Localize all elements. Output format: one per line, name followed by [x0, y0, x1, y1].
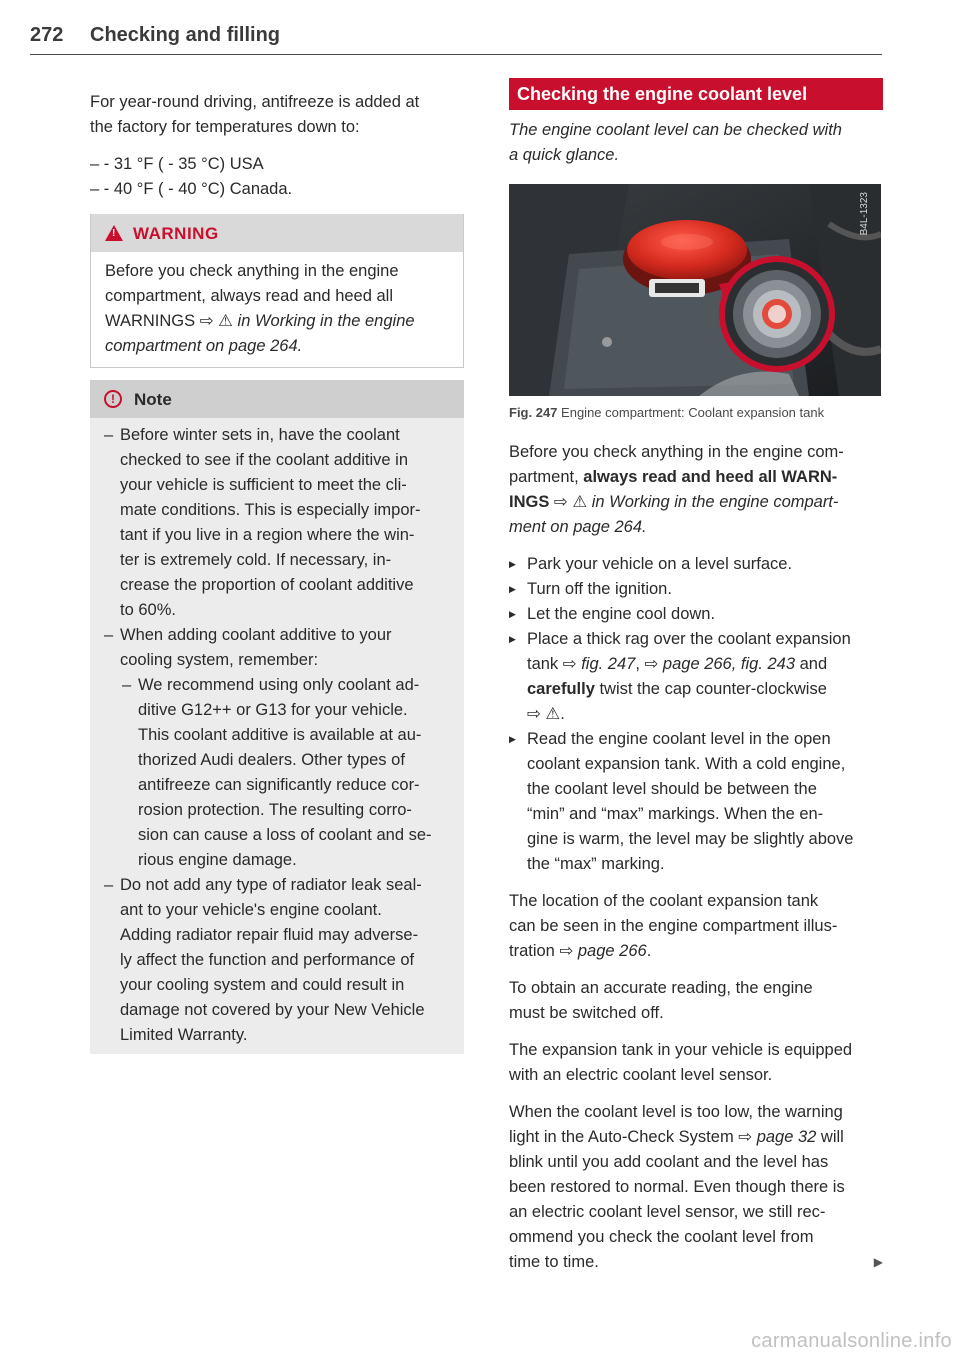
- figure-caption-text: Engine compartment: Coolant expansion tank: [561, 405, 825, 420]
- paragraph-line: can be seen in the engine compartment illus-: [509, 917, 838, 935]
- paragraph-line: an electric coolant level sensor, we still rec-: [509, 1203, 826, 1221]
- text-run: time to time.: [509, 1253, 599, 1271]
- step-read-level: [509, 727, 883, 877]
- note-header: [90, 380, 464, 418]
- note-line: sion can cause a loss of coolant and se-: [138, 826, 432, 844]
- paragraph-line: with an electric coolant level sensor.: [509, 1066, 773, 1084]
- page-header: [30, 24, 882, 55]
- step-list: [509, 552, 883, 877]
- step-line: ▶ Read the engine coolant level in the open: [527, 730, 831, 748]
- note-line: crease the proportion of coolant additive: [120, 576, 414, 594]
- reference-italic: ment on page 264.: [509, 518, 647, 536]
- note-body: [90, 418, 464, 1054]
- text-run: ,: [635, 655, 645, 673]
- paragraph-line: [509, 490, 883, 515]
- emphasis-text: carefully: [527, 680, 595, 698]
- paragraph-line: When the coolant level is too low, the warning: [509, 1103, 843, 1121]
- paragraph-line: Before you check anything in the engine com-: [509, 443, 844, 461]
- left-column: [90, 78, 464, 1054]
- step-rag: [509, 627, 883, 727]
- step-line: the coolant level should be between the: [527, 780, 817, 798]
- note-line: – Do not add any type of radiator leak seal-: [120, 876, 422, 894]
- note-line: to 60%.: [120, 601, 176, 619]
- paragraph-line: ommend you check the coolant level from: [509, 1228, 814, 1246]
- warning-ref-italic: in Working in the engine: [237, 312, 415, 330]
- step-line: coolant expansion tank. With a cold engine,: [527, 755, 846, 773]
- note-line: damage not covered by your New Vehicle: [120, 1001, 425, 1019]
- figure-number: Fig. 247: [509, 405, 558, 420]
- note-line: your cooling system and could result in: [120, 976, 405, 994]
- paragraph-line: must be switched off.: [509, 1004, 664, 1022]
- note-line: cooling system, remember:: [120, 651, 319, 669]
- cross-reference-link[interactable]: ⇨ ⚠: [549, 493, 592, 511]
- info-exclamation-icon: !: [104, 390, 122, 408]
- emphasis-text: always read and heed all WARN-: [583, 468, 838, 486]
- engine-compartment-figure: [509, 184, 881, 396]
- text-run: light in the Auto-Check System: [509, 1128, 739, 1146]
- sensor-paragraph: [509, 1038, 883, 1088]
- warnings-paragraph: [509, 440, 883, 540]
- location-paragraph: [509, 889, 883, 964]
- warning-link[interactable]: ⇨ ⚠.: [527, 705, 565, 723]
- text-run: will: [816, 1128, 844, 1146]
- step-line: gine is warm, the level may be slightly above: [527, 830, 854, 848]
- watermark: carmanualsonline.info: [751, 1330, 952, 1352]
- figure-id-label: B4L-1323: [859, 192, 870, 236]
- note-line: rosion protection. The resulting corro-: [138, 801, 412, 819]
- temperature-list: [90, 152, 464, 202]
- low-level-paragraph: [509, 1100, 883, 1275]
- right-column: [509, 78, 883, 1287]
- paragraph-line: [509, 1125, 883, 1150]
- paragraph-line: To obtain an accurate reading, the engine: [509, 979, 813, 997]
- warning-title: WARNING: [133, 223, 219, 243]
- subtitle-line: The engine coolant level can be checked with: [509, 121, 842, 139]
- step-ignition: ▶ Turn off the ignition.: [509, 577, 883, 602]
- warning-line: [105, 334, 449, 359]
- section-title: Checking and filling: [90, 24, 281, 46]
- note-subitem-g12: [104, 673, 450, 873]
- note-line: antifreeze can significantly reduce cor-: [138, 776, 420, 794]
- temperature-usa: – - 31 °F ( - 35 °C) USA: [90, 155, 264, 173]
- text-run: and: [795, 655, 828, 673]
- figure-link[interactable]: ⇨ fig. 247: [562, 655, 636, 673]
- intro-line: the factory for temperatures down to:: [90, 118, 360, 136]
- paragraph-line: The expansion tank in your vehicle is equipped: [509, 1041, 853, 1059]
- warning-triangle-icon: [105, 225, 123, 241]
- note-line: Adding radiator repair fluid may adverse-: [120, 926, 419, 944]
- note-item-winter: [104, 423, 450, 623]
- warning-line: Before you check anything in the engine: [105, 262, 399, 280]
- text-run: partment,: [509, 468, 584, 486]
- continue-arrow-icon[interactable]: ▶: [873, 1255, 883, 1269]
- accuracy-paragraph: [509, 976, 883, 1026]
- step-line: the “max” marking.: [527, 855, 665, 873]
- step-line: [527, 677, 883, 702]
- warning-line: [105, 309, 449, 334]
- note-line: your vehicle is sufficient to meet the cli-: [120, 476, 407, 494]
- note-line: tant if you live in a region where the win-: [120, 526, 415, 544]
- warning-body: [91, 252, 463, 367]
- note-line: ditive G12++ or G13 for your vehicle.: [138, 701, 408, 719]
- paragraph-line: [509, 1250, 883, 1275]
- text-run: .: [646, 942, 652, 960]
- paragraph-line: blink until you add coolant and the level has: [509, 1153, 829, 1171]
- warning-line: compartment, always read and heed all: [105, 287, 393, 305]
- text-run: tration: [509, 942, 560, 960]
- emphasis-text: INGS: [509, 493, 550, 511]
- paragraph-line: [509, 939, 883, 964]
- page-link[interactable]: ⇨ page 266, fig. 243: [644, 655, 796, 673]
- note-item-leak-sealant: [104, 873, 450, 1048]
- note-line: – When adding coolant additive to your: [120, 626, 392, 644]
- step-line: “min” and “max” markings. When the en-: [527, 805, 824, 823]
- subtitle-line: a quick glance.: [509, 146, 620, 164]
- note-item-additive: [104, 623, 450, 673]
- step-cool-down: ▶ Let the engine cool down.: [509, 602, 883, 627]
- warning-ref-italic: compartment on page 264.: [105, 337, 303, 355]
- note-line: mate conditions. This is especially impor-: [120, 501, 421, 519]
- note-title: Note: [134, 389, 172, 409]
- step-park: ▶ Park your vehicle on a level surface.: [509, 552, 883, 577]
- section-heading: Checking the engine coolant level: [509, 78, 883, 110]
- paragraph-line: [509, 465, 883, 490]
- warning-header: [91, 214, 463, 252]
- temperature-canada: – - 40 °F ( - 40 °C) Canada.: [90, 180, 293, 198]
- page-link[interactable]: ⇨ page 32: [738, 1128, 817, 1146]
- paragraph-line: been restored to normal. Even though there is: [509, 1178, 845, 1196]
- warning-box: [90, 214, 464, 368]
- page-link[interactable]: ⇨ page 266: [559, 942, 647, 960]
- text-run: twist the cap counter-clockwise: [594, 680, 827, 698]
- note-line: rious engine damage.: [138, 851, 297, 869]
- page-number: 272: [30, 24, 64, 46]
- intro-line: For year-round driving, antifreeze is added at: [90, 93, 420, 111]
- warning-ref[interactable]: WARNINGS ⇨ ⚠: [105, 312, 233, 330]
- note-line: – Before winter sets in, have the coolant: [120, 426, 400, 444]
- text-run: tank: [527, 655, 563, 673]
- paragraph-line: [509, 515, 883, 540]
- note-line: Limited Warranty.: [120, 1026, 248, 1044]
- paragraph-line: The location of the coolant expansion tank: [509, 892, 819, 910]
- figure-caption: [509, 404, 883, 422]
- reference-italic: in Working in the engine compart-: [591, 493, 839, 511]
- note-line: This coolant additive is available at au-: [138, 726, 422, 744]
- coolant-tank-illustration: [509, 184, 881, 396]
- note-line: ant to your vehicle's engine coolant.: [120, 901, 382, 919]
- note-line: – We recommend using only coolant ad-: [138, 676, 420, 694]
- note-line: ter is extremely cold. If necessary, in-: [120, 551, 392, 569]
- note-line: thorized Audi dealers. Other types of: [138, 751, 405, 769]
- step-line: [527, 652, 883, 677]
- section-subtitle: [509, 118, 883, 168]
- note-line: ly affect the function and performance of: [120, 951, 415, 969]
- note-line: checked to see if the coolant additive in: [120, 451, 409, 469]
- step-line: ▶ Place a thick rag over the coolant expansion: [527, 630, 851, 648]
- note-box: [90, 380, 464, 1054]
